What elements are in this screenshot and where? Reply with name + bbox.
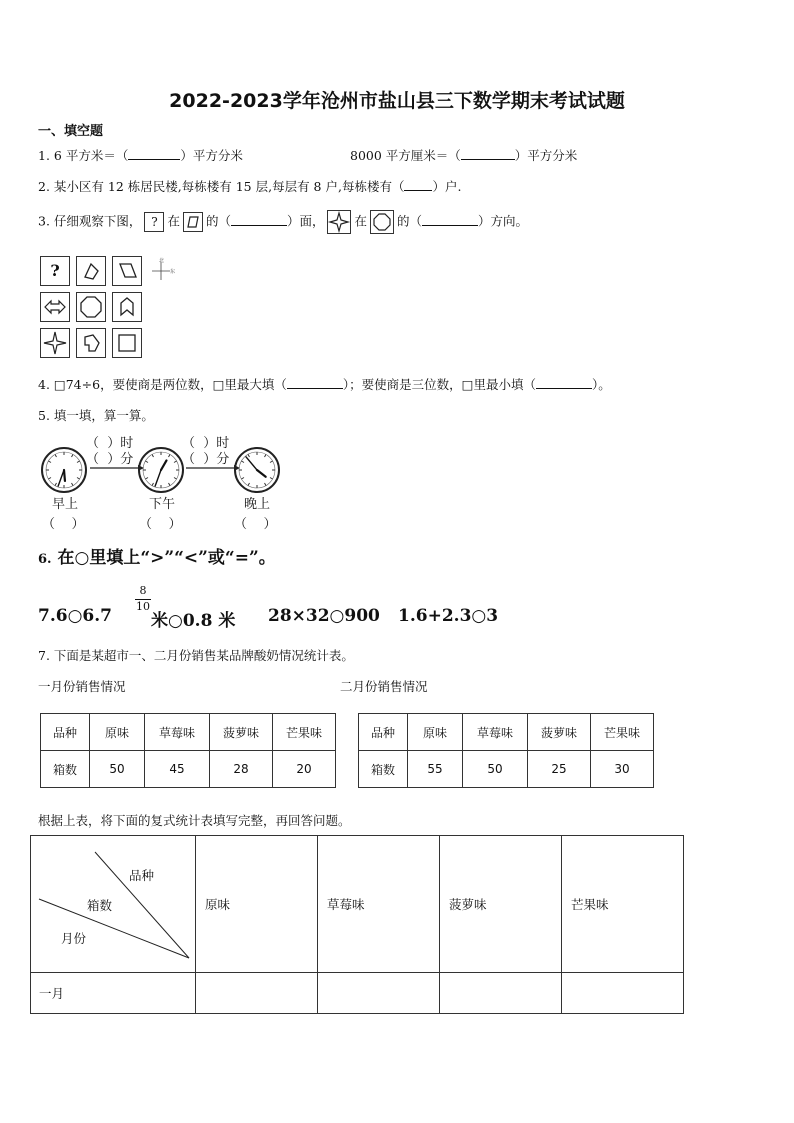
q7-number: 7.: [38, 648, 50, 663]
flavor-header: 原味: [196, 836, 318, 973]
svg-text:北: 北: [159, 258, 165, 264]
hour-label: 时: [120, 436, 134, 451]
q6-number: 6.: [38, 552, 52, 567]
table-row: [41, 714, 336, 751]
flavor-cell: 草莓味: [145, 714, 210, 751]
minute-label: 分: [216, 452, 230, 467]
question-1: [38, 146, 243, 164]
grid-octagon-icon: [76, 292, 106, 322]
q3-blank-1[interactable]: [231, 213, 287, 226]
q3-at2: 在: [354, 213, 367, 229]
diagonal-header-cell: [31, 836, 196, 973]
q3-number: 3.: [38, 213, 50, 229]
arrow2-labels: [182, 436, 229, 468]
q3-end1: ）面，: [286, 213, 325, 229]
table-row: [359, 714, 654, 751]
flavor-cell: 原味: [408, 714, 463, 751]
row-header: 品种: [359, 714, 408, 751]
q2-blank[interactable]: [404, 178, 432, 191]
value-cell: 28: [210, 751, 273, 788]
q7-instruction: 根据上表，将下面的复式统计表填写完整，再回答问题。: [38, 813, 351, 828]
section-heading: 一、填空题: [38, 124, 104, 139]
compass-icon: [148, 258, 174, 284]
corner-count-label: 箱数: [87, 898, 113, 913]
q2-end: ）户.: [432, 179, 462, 194]
feb-caption: 二月份销售情况: [340, 679, 428, 694]
parallelogram-icon: [183, 212, 203, 232]
fraction-denominator: 10: [136, 600, 150, 613]
answer-cell[interactable]: [318, 973, 440, 1014]
q3-de2: 的（: [397, 213, 423, 229]
clock-label-morning: 早上: [52, 497, 79, 512]
compound-table: [30, 835, 684, 1014]
value-cell: 30: [591, 751, 654, 788]
q5-text: 填一填，算一算。: [53, 408, 154, 423]
clock-label-afternoon: 下午: [149, 497, 176, 512]
clock-face: [235, 448, 279, 492]
grid-notched-shape-icon: [76, 328, 106, 358]
value-cell: 50: [90, 751, 145, 788]
diagonal-lines: [31, 836, 195, 972]
grid-star-icon: [40, 328, 70, 358]
q6-text: 在○里填上“>”“<”或“=”。: [57, 548, 276, 568]
minute-label: 分: [120, 452, 134, 467]
clock-label-evening: 晚上: [244, 497, 271, 512]
page-title: 2022-2023学年沧州市盐山县三下数学期末考试试题: [169, 90, 625, 112]
svg-text:东: 东: [170, 269, 176, 275]
q6-item-3: 28×32○900: [268, 606, 380, 626]
grid-question-cell: ?: [40, 256, 70, 286]
q1-blank-1[interactable]: [128, 147, 180, 160]
q2-text: 某小区有 12 栋居民楼,每栋楼有 15 层,每层有 8 户,每栋楼有（: [53, 179, 405, 194]
value-cell: 20: [273, 751, 336, 788]
flavor-header: 草莓味: [318, 836, 440, 973]
q3-blank-2[interactable]: [422, 213, 478, 226]
octagon-icon: [370, 210, 394, 234]
q2-number: 2.: [38, 179, 50, 194]
flavor-cell: 芒果味: [273, 714, 336, 751]
q5-number: 5.: [38, 408, 50, 423]
star-icon: [327, 210, 351, 234]
clock-face: [139, 448, 183, 492]
question-5: [38, 406, 154, 424]
question-1b: [350, 146, 577, 164]
value-cell: 45: [145, 751, 210, 788]
question-6: [38, 543, 276, 568]
grid-double-arrow-icon: [40, 292, 70, 322]
q1-number: 1.: [38, 148, 50, 163]
flavor-cell: 草莓味: [463, 714, 528, 751]
value-cell: 25: [528, 751, 591, 788]
q4-number: 4.: [38, 377, 50, 392]
grid-pentagon-arrow-icon: [112, 292, 142, 322]
q4-text: □74÷6，要使商是两位数，□里最大填（: [53, 377, 287, 392]
question-3: [38, 210, 528, 234]
paren: ）: [107, 452, 121, 467]
arrow1-labels: [86, 436, 133, 468]
paren: （: [139, 517, 153, 532]
paren: ）: [107, 436, 121, 451]
flavor-header: 芒果味: [562, 836, 684, 973]
answer-cell[interactable]: [440, 973, 562, 1014]
question-7: [38, 646, 354, 664]
q3-de: 的（: [205, 213, 231, 229]
paren: （: [86, 452, 100, 467]
paren: （: [42, 517, 56, 532]
clock-answer-2[interactable]: [139, 513, 182, 532]
table-row: [31, 973, 684, 1014]
month-cell: 一月: [31, 973, 196, 1014]
paren: （: [182, 452, 196, 467]
flavor-cell: 原味: [90, 714, 145, 751]
table-row: [31, 836, 684, 973]
q6-item-2: 米○0.8 米: [151, 611, 236, 631]
hour-label: 时: [216, 436, 230, 451]
row-header: 箱数: [359, 751, 408, 788]
answer-cell[interactable]: [562, 973, 684, 1014]
flavor-cell: 菠萝味: [210, 714, 273, 751]
q6-item-1: 7.6○6.7: [38, 606, 112, 626]
corner-month-label: 月份: [61, 931, 87, 946]
grid-bent-shape-icon: [76, 256, 106, 286]
clock-answer-3[interactable]: [234, 513, 277, 532]
q4-blank-1[interactable]: [287, 376, 343, 389]
value-cell: 55: [408, 751, 463, 788]
paren: ）: [71, 517, 85, 532]
flavor-cell: 芒果味: [591, 714, 654, 751]
question-2: [38, 177, 461, 195]
flavor-cell: 菠萝味: [528, 714, 591, 751]
table-row: [41, 751, 336, 788]
q1-part2-end: ）平方分米: [514, 148, 578, 163]
paren: ）: [263, 517, 277, 532]
jan-table: [40, 713, 336, 788]
paren: （: [234, 517, 248, 532]
q3-end2: ）方向。: [478, 213, 529, 229]
q3-question-box: ?: [144, 212, 164, 232]
q3-text: 仔细观察下图，: [53, 213, 142, 229]
corner-kind-label: 品种: [129, 868, 155, 883]
paren: （: [86, 436, 100, 451]
q1-blank-2[interactable]: [461, 147, 515, 160]
row-header: 品种: [41, 714, 90, 751]
clock-face: [42, 448, 86, 492]
paren: （: [182, 436, 196, 451]
q1-part1: 6 平方米＝（: [53, 148, 129, 163]
q6-fraction: [135, 584, 151, 613]
fraction-numerator: 8: [139, 584, 147, 597]
answer-cell[interactable]: [196, 973, 318, 1014]
paren: ）: [203, 436, 217, 451]
q1-part1-end: ）平方分米: [180, 148, 243, 163]
jan-caption: 一月份销售情况: [38, 679, 126, 694]
grid-parallelogram-icon: [112, 256, 142, 286]
q7-text: 下面是某超市一、二月份销售某品牌酸奶情况统计表。: [53, 648, 354, 663]
question-4: [38, 375, 611, 393]
feb-table: [358, 713, 654, 788]
clock-answer-1[interactable]: [42, 513, 85, 532]
flavor-header: 菠萝味: [440, 836, 562, 973]
q3-at: 在: [167, 213, 180, 229]
paren: ）: [203, 452, 217, 467]
q6-item-4: 1.6+2.3○3: [398, 606, 499, 626]
q4-mid: ）；要使商是三位数，□里最小填（: [342, 377, 536, 392]
q1-part2: 8000 平方厘米＝（: [350, 148, 461, 163]
row-header: 箱数: [41, 751, 90, 788]
grid-square-icon: [112, 328, 142, 358]
paren: ）: [168, 517, 182, 532]
table-row: [359, 751, 654, 788]
q4-blank-2[interactable]: [536, 376, 592, 389]
value-cell: 50: [463, 751, 528, 788]
q4-end: ）。: [591, 377, 611, 392]
